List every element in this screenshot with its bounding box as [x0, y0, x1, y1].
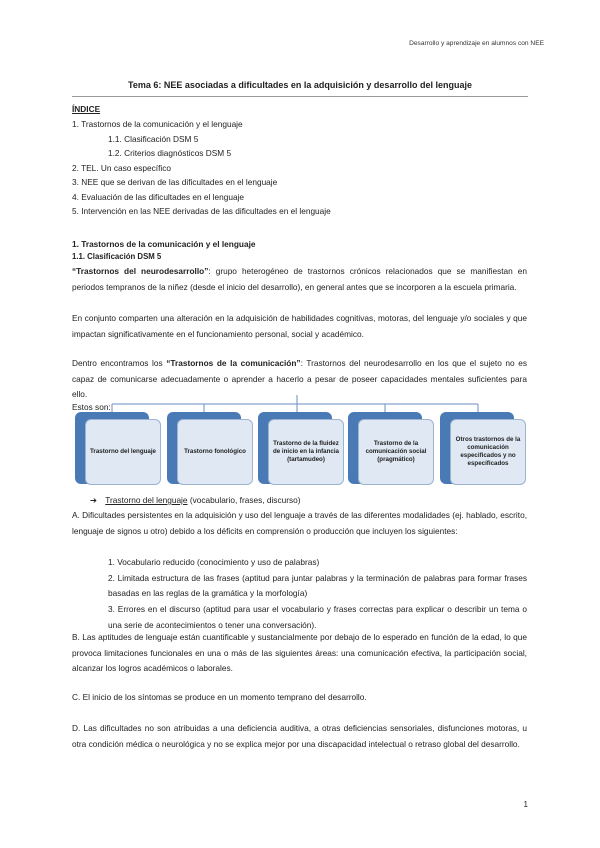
criterion-d: D. Las dificultades no son atribuidas a una deficiencia auditiva, a otras deficiencias sensoriales, disfunciones motoras, u otra condición médica o neurológica y no se explica mejor por una discapacidad intelectual o retraso global del desarrollo.	[72, 723, 527, 749]
diagram-box-phonological-disorder	[167, 412, 246, 484]
index-item-2[interactable]: 2. TEL. Un caso específico	[72, 162, 171, 173]
criterion-a-list	[108, 555, 527, 634]
criterion-a-item-1: 1. Vocabulario reducido (conocimiento y uso de palabras)	[108, 557, 320, 567]
diagram-box-label: Trastorno del lenguaje	[85, 419, 161, 485]
index-item-3[interactable]: 3. NEE que se derivan de las dificultades en el lenguaje	[72, 177, 278, 187]
diagram-box-label: Trastorno fonológico	[177, 419, 253, 485]
criterion-a: A. Dificultades persistentes en la adquisición y uso del lenguaje a través de las diferentes modalidades (ej. hablado, escrito, lenguaje de signos u otro) debido a los déficits en comprensión o producción que incluyen los siguientes:	[72, 510, 527, 536]
para3-text: : Trastornos del neurodesarrollo en los que el sujeto no es capaz de comunicarse adecuadamente o aprender a hacerlo a pesar de poseer capacidades mentales suficientes para ello.	[72, 358, 527, 400]
diagram-box-social-communication-disorder	[348, 412, 427, 484]
diagram-box-language-disorder	[75, 412, 156, 484]
index-item-5[interactable]: 5. Intervención en las NEE derivadas de las dificultades en el lenguaje	[72, 206, 331, 216]
para3-start: Dentro encontramos los	[72, 358, 167, 368]
diagram-box-label: Otros trastornos de la comunicación especificados y no especificados	[450, 419, 526, 485]
language-disorder-bullet	[90, 495, 301, 505]
arrow-icon: ➔	[90, 495, 97, 505]
paragraph-shared-alteration: En conjunto comparten una alteración en la adquisición de habilidades cognitivas, motoras, del lenguaje y/o sociales y que impactan significativamente en el funcionamiento personal, social y académico.	[72, 313, 527, 339]
definition-term: “Trastornos del neurodesarrollo”	[72, 266, 209, 276]
subsection-heading: 1.1. Clasificación DSM 5	[72, 252, 162, 261]
criterion-b: B. Las aptitudes de lenguaje están cuantificable y sustancialmente por debajo de lo esperado en función de la edad, lo que provoca limitaciones funcionales en una o más de las siguientes áreas: una comunicación efectiva, la participación social, alcanzar los logros académicos o laborales.	[72, 632, 527, 674]
communication-term: “Trastornos de la comunicación”	[166, 358, 301, 368]
language-disorder-term: Trastorno del lenguaje	[105, 495, 188, 505]
diagram-box-label: Trastorno de la fluidez de inicio en la infancia (tartamudeo)	[268, 419, 344, 485]
criterion-c: C. El inicio de los síntomas se produce en un momento temprano del desarrollo.	[72, 692, 367, 702]
criterion-a-item-2: 2. Limitada estructura de las frases (aptitud para juntar palabras y la terminación de palabras para formar frases basadas en las reglas de la gramática y la morfología)	[108, 572, 527, 599]
document-title: Tema 6: NEE asociadas a dificultades en la adquisición y desarrollo del lenguaje	[128, 80, 472, 90]
index-item-4[interactable]: 4. Evaluación de las dificultades en el lenguaje	[72, 191, 245, 202]
page-number: 1	[523, 800, 528, 809]
diagram-box-label: Trastorno de la comunicación social (pragmático)	[358, 419, 434, 485]
criterion-a-item-3: 3. Errores en el discurso (aptitud para usar el vocabulario y frases correctas para explicar o describir un tema o una serie de acontecimientos o tener una conversación).	[108, 604, 527, 630]
index-heading: ÍNDICE	[72, 104, 101, 114]
diagram-box-fluency-disorder	[258, 412, 340, 484]
running-header: Desarrollo y aprendizaje en alumnos con NEE	[409, 40, 544, 47]
language-disorder-scope: (vocabulario, frases, discurso)	[187, 495, 301, 505]
definition-text: : grupo heterogéneo de trastornos crónicos relacionados que se manifiestan en periodos tempranos de la niñez (desde el inicio del desarrollo), en general antes que se incorporen a la escuela primaria.	[72, 266, 528, 292]
section-heading: 1. Trastornos de la comunicación y el lenguaje	[72, 239, 256, 249]
index-item-1-2[interactable]: 1.2. Criterios diagnósticos DSM 5	[108, 148, 232, 158]
these-are-label: Estos son:	[72, 402, 111, 412]
index-item-1-1[interactable]: 1.1. Clasificación DSM 5	[108, 133, 199, 144]
diagram-box-other-communication-disorders	[440, 412, 521, 484]
index-item-1[interactable]: 1. Trastornos de la comunicación y el lenguaje	[72, 119, 243, 129]
